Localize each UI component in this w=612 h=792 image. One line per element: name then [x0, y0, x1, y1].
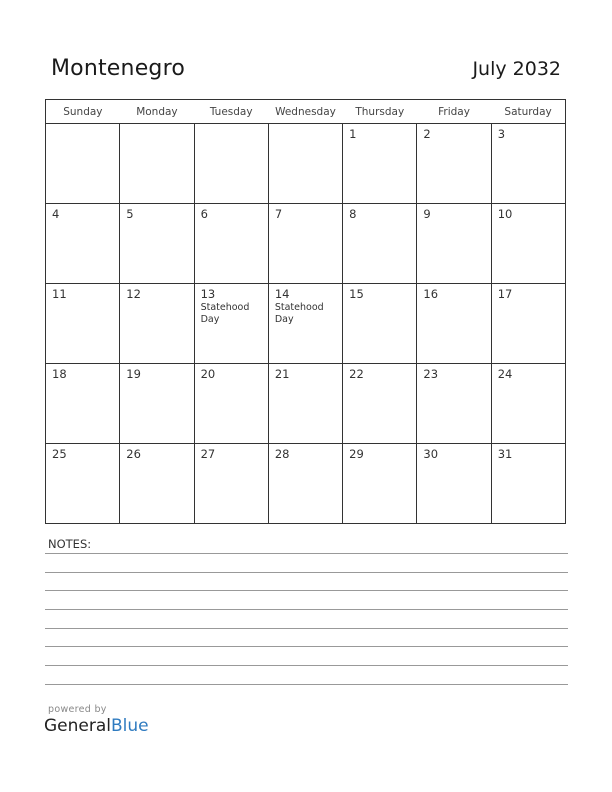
day-cell: [417, 364, 491, 444]
day-cell: [120, 364, 194, 444]
note-line: [45, 553, 568, 554]
day-cell: [343, 444, 417, 524]
day-cell: [491, 204, 565, 284]
day-cell: [417, 444, 491, 524]
day-number: 14: [274, 287, 290, 301]
powered-by-text: powered by: [48, 704, 107, 715]
day-number: 21: [274, 367, 290, 381]
day-number: 8: [349, 207, 357, 221]
day-number: 24: [497, 367, 513, 381]
day-number: 22: [349, 367, 364, 381]
calendar-grid: [45, 99, 566, 524]
day-number: 1: [349, 127, 357, 141]
day-number: 10: [497, 207, 513, 221]
day-cell: [343, 364, 417, 444]
weekday-header: Saturday: [491, 100, 565, 124]
day-cell: [343, 124, 417, 204]
day-cell: [194, 124, 268, 204]
note-line: [45, 590, 568, 591]
note-line: [45, 572, 568, 573]
week-row: [46, 124, 566, 204]
week-row: [46, 284, 566, 364]
day-cell: [46, 204, 120, 284]
note-line: [45, 665, 568, 666]
note-line: [45, 684, 568, 685]
day-cell: [46, 284, 120, 364]
day-cell: [120, 124, 194, 204]
day-number: 20: [200, 367, 216, 381]
day-cell: [46, 124, 120, 204]
day-number: 25: [52, 447, 67, 461]
day-number: 27: [200, 447, 216, 461]
week-row: [46, 204, 566, 284]
day-number: 7: [274, 207, 283, 221]
day-cell: [268, 284, 342, 364]
brand-logo: [44, 716, 149, 736]
day-cell: [417, 284, 491, 364]
day-cell: [46, 364, 120, 444]
day-number: 6: [200, 207, 208, 221]
day-number: 4: [52, 207, 60, 221]
day-cell: [120, 204, 194, 284]
month-year-title: July 2032: [472, 58, 561, 80]
day-number: 23: [423, 367, 439, 381]
week-row: [46, 364, 566, 444]
day-cell: [268, 444, 342, 524]
day-cell: [491, 364, 565, 444]
day-cell: [491, 444, 565, 524]
day-cell: [194, 444, 268, 524]
day-cell: [120, 284, 194, 364]
day-number: 30: [423, 447, 439, 461]
notes-label: NOTES:: [48, 537, 92, 551]
weekday-header: Monday: [120, 100, 194, 124]
day-cell: [417, 124, 491, 204]
country-title: Montenegro: [51, 56, 186, 81]
day-cell: [194, 204, 268, 284]
day-cell: [120, 444, 194, 524]
day-number: 17: [497, 287, 513, 301]
day-cell: [491, 284, 565, 364]
day-number: 3: [497, 127, 506, 141]
weekday-header-row: [46, 100, 566, 124]
holiday-label: Statehood Day: [274, 302, 324, 325]
day-cell: [194, 284, 268, 364]
day-number: 9: [423, 207, 431, 221]
day-number: 31: [497, 447, 513, 461]
weekday-header: Tuesday: [194, 100, 268, 124]
day-number: 13: [200, 287, 216, 301]
weekday-header: Friday: [417, 100, 491, 124]
day-number: 16: [423, 287, 439, 301]
day-cell: [343, 284, 417, 364]
brand-blue: Blue: [111, 716, 149, 736]
day-number: 18: [52, 367, 67, 381]
day-number: 29: [349, 447, 364, 461]
day-cell: [417, 204, 491, 284]
day-number: 2: [423, 127, 431, 141]
day-number: 28: [274, 447, 290, 461]
day-number: 11: [52, 287, 67, 301]
day-cell: [491, 124, 565, 204]
note-line: [45, 609, 568, 610]
note-line: [45, 628, 568, 629]
day-number: 26: [126, 447, 141, 461]
day-number: 5: [126, 207, 134, 221]
weekday-header: Sunday: [46, 100, 120, 124]
day-cell: [194, 364, 268, 444]
day-cell: [343, 204, 417, 284]
day-cell: [268, 364, 342, 444]
day-number: 19: [126, 367, 141, 381]
day-cell: [268, 204, 342, 284]
note-line: [45, 646, 568, 647]
week-row: [46, 444, 566, 524]
weekday-header: Wednesday: [268, 100, 342, 124]
weekday-header: Thursday: [343, 100, 417, 124]
day-number: 15: [349, 287, 364, 301]
day-number: 12: [126, 287, 141, 301]
holiday-label: Statehood Day: [200, 302, 250, 325]
brand-general: General: [44, 716, 111, 736]
day-cell: [46, 444, 120, 524]
day-cell: [268, 124, 342, 204]
